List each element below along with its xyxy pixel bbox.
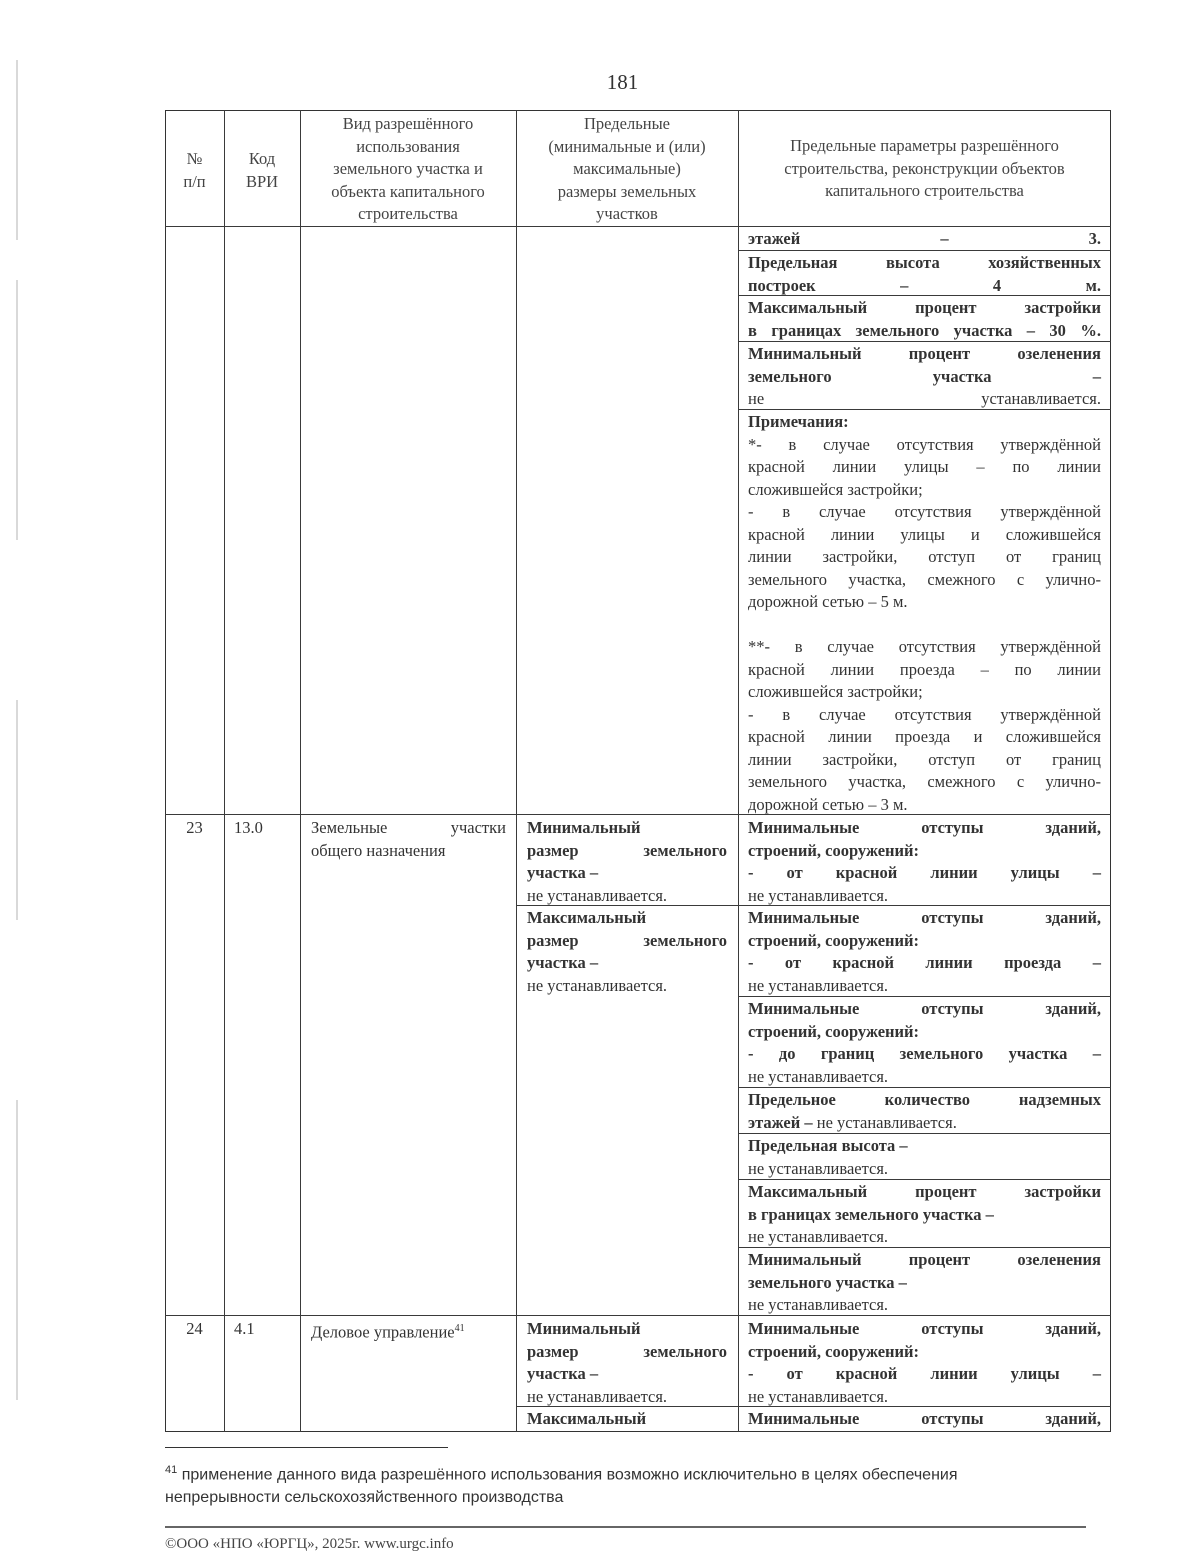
header-text: земельного участка и <box>333 159 483 178</box>
table-cell-text <box>748 297 1101 342</box>
table-cell-text <box>311 817 506 862</box>
footer-rule <box>165 1526 1086 1528</box>
header-use-type <box>300 113 516 226</box>
use-type-label: Деловое управление <box>311 1322 455 1342</box>
text-line: Минимальные отступы зданий, <box>748 818 1101 837</box>
text-line: Максимальный <box>527 1409 647 1428</box>
header-text: строительства, реконструкции объектов <box>784 158 1065 178</box>
text-line: участка – <box>527 1364 599 1383</box>
text-line: не устанавливается. <box>748 1386 889 1406</box>
text-line: Предельное количество надземных <box>748 1090 1101 1109</box>
table-cell-text <box>748 252 1101 297</box>
header-text: строительства <box>358 204 458 223</box>
footnote-text: применение данного вида разрешённого использования возможно исключительно в целях обеспечения <box>181 1466 958 1484</box>
use-type-business <box>311 1318 465 1344</box>
header-number <box>165 148 224 193</box>
text-line: строений, сооружений: <box>748 1341 920 1361</box>
table-cell-text <box>748 343 1101 411</box>
text-line: Минимальные отступы зданий, <box>748 999 1101 1018</box>
text-line: этажей – не устанавливается. <box>748 1112 957 1132</box>
text-line: Максимальный процент застройки <box>748 1182 1101 1201</box>
table-cell-text <box>748 1181 1101 1249</box>
text-line: не устанавливается. <box>527 975 668 995</box>
table-cell-text <box>748 998 1101 1088</box>
header-text: п/п <box>183 171 206 191</box>
text-line: Минимальный процент озеленения <box>748 344 1101 363</box>
column-divider <box>516 110 517 1432</box>
table-cell-text <box>748 411 1101 816</box>
text-line: не устанавливается. <box>748 1066 889 1086</box>
text-line: Примечания: <box>748 412 849 431</box>
table-cell-text <box>527 907 727 997</box>
row-code: 4.1 <box>234 1319 255 1338</box>
footnote-rule <box>165 1447 448 1448</box>
header-text: (минимальные и (или) <box>548 136 706 156</box>
text-line <box>748 614 1101 637</box>
text-line: строений, сооружений: <box>748 930 920 950</box>
scan-mark <box>16 280 18 540</box>
row-code: 13.0 <box>234 818 263 837</box>
text-line: размер земельного <box>527 840 727 860</box>
text-line: земельного участка, смежного с улично- <box>748 772 1101 791</box>
text-line: Минимальный процент озеленения <box>748 1250 1101 1269</box>
text-line: размер земельного <box>527 930 727 950</box>
text-line: Земельные участки <box>311 818 506 837</box>
row-number: 24 <box>186 1319 203 1338</box>
text-line: Максимальный <box>527 908 647 927</box>
text-line: - в случае отсутствия утверждённой <box>748 704 1101 724</box>
page-number: 181 <box>606 70 639 94</box>
text-line: сложившейся застройки; <box>748 479 923 499</box>
header-text: капитального строительства <box>825 181 1024 200</box>
table-cell-text <box>748 1408 1101 1431</box>
table-cell-text <box>527 1408 727 1431</box>
header-text: Предельные параметры разрешённого <box>790 136 1059 155</box>
text-line: не устанавливается. <box>527 1386 668 1406</box>
text-line: не устанавливается. <box>748 885 889 905</box>
footnote-mark: 41 <box>165 1464 178 1476</box>
text-line: Максимальный процент застройки <box>748 298 1101 317</box>
text-line: Минимальный <box>527 818 641 837</box>
text-line: красной линии улицы – по линии <box>748 457 1101 476</box>
header-text: участков <box>596 204 658 223</box>
text-line: строений, сооружений: <box>748 840 920 860</box>
text-line: в границах земельного участка – <box>748 1204 994 1224</box>
header-plot-sizes <box>516 113 738 226</box>
table-cell-text <box>748 817 1101 907</box>
text-line: построек – 4 м. <box>748 275 1101 295</box>
text-line: - от красной линии улицы – <box>748 863 1101 882</box>
text-line: дорожной сетью – 3 м. <box>748 794 908 814</box>
text-line: - до границ земельного участка – <box>748 1044 1101 1063</box>
table-cell-text <box>748 1135 1101 1180</box>
text-line: Минимальные отступы зданий, <box>748 908 1101 927</box>
table-cell-text <box>748 1089 1101 1134</box>
text-line: *- в случае отсутствия утверждённой <box>748 434 1101 454</box>
header-text: ВРИ <box>245 171 279 191</box>
table-cell-text <box>748 1249 1101 1317</box>
header-text: объекта капитального <box>331 181 485 201</box>
footnote-ref: 41 <box>454 1323 465 1334</box>
header-text: Вид разрешённого <box>342 114 474 133</box>
header-text: максимальные) <box>573 159 681 178</box>
table-cell-text <box>748 1318 1101 1408</box>
text-line: Минимальные отступы зданий, <box>748 1319 1101 1338</box>
column-divider <box>738 110 739 1432</box>
table-cell-text <box>748 907 1101 997</box>
text-line: в границах земельного участка – 30 %. <box>748 320 1101 340</box>
table-cell-text <box>748 228 1101 251</box>
header-text: использования <box>356 136 460 156</box>
text-line: строений, сооружений: <box>748 1021 920 1041</box>
text-line: - от красной линии проезда – <box>748 953 1101 972</box>
text-line: не устанавливается. <box>527 885 668 905</box>
row-number: 23 <box>186 818 203 837</box>
column-divider <box>300 110 301 1432</box>
text-line: земельного участка – <box>748 1272 907 1292</box>
table-cell-text <box>527 817 727 907</box>
text-line: линии застройки, отступ от границ <box>748 547 1101 566</box>
text-line: Минимальные отступы зданий, <box>748 1409 1101 1428</box>
text-line: не устанавливается. <box>748 975 889 995</box>
text-line: Предельная высота хозяйственных <box>748 253 1101 272</box>
text-line: сложившейся застройки; <box>748 682 923 701</box>
text-line: - в случае отсутствия утверждённой <box>748 502 1101 521</box>
header-code <box>224 148 300 193</box>
text-line: не устанавливается. <box>748 1158 889 1178</box>
text-line: земельного участка – <box>748 366 1101 386</box>
row-divider <box>165 226 1111 227</box>
header-text: размеры земельных <box>557 181 697 201</box>
table-cell-text <box>527 1318 727 1408</box>
header-text: Предельные <box>584 114 670 133</box>
text-line: красной линии проезда и сложившейся <box>748 727 1101 746</box>
header-construction-params <box>738 135 1111 203</box>
text-line: не устанавливается. <box>748 1295 889 1314</box>
footer-copyright: ©ООО «НПО «ЮРГЦ», 2025г. www.urgc.info <box>165 1536 454 1552</box>
text-line: этажей – 3. <box>748 229 1101 248</box>
scan-mark <box>16 700 18 920</box>
text-line: участка – <box>527 953 599 972</box>
text-line: размер земельного <box>527 1341 727 1361</box>
header-text: Код <box>248 149 276 168</box>
scan-mark <box>16 1100 18 1400</box>
text-line: дорожной сетью – 5 м. <box>748 592 908 611</box>
text-line: - от красной линии улицы – <box>748 1364 1101 1383</box>
text-line: общего назначения <box>311 840 446 860</box>
text-line: Предельная высота – <box>748 1136 908 1155</box>
text-line: красной линии проезда – по линии <box>748 659 1101 679</box>
text-line: красной линии улицы и сложившейся <box>748 524 1101 544</box>
text-line: не устанавливается. <box>748 389 1101 408</box>
text-line: **- в случае отсутствия утверждённой <box>748 637 1101 656</box>
column-divider <box>224 110 225 1432</box>
text-line: не устанавливается. <box>748 1227 889 1246</box>
text-line: Минимальный <box>527 1319 641 1338</box>
text-line: земельного участка, смежного с улично- <box>748 569 1101 589</box>
footnote-text: непрерывности сельскохозяйственного производства <box>165 1489 564 1507</box>
text-line: линии застройки, отступ от границ <box>748 749 1101 769</box>
text-line: участка – <box>527 863 599 882</box>
footnote <box>165 1459 1065 1509</box>
header-text: № <box>186 149 203 168</box>
